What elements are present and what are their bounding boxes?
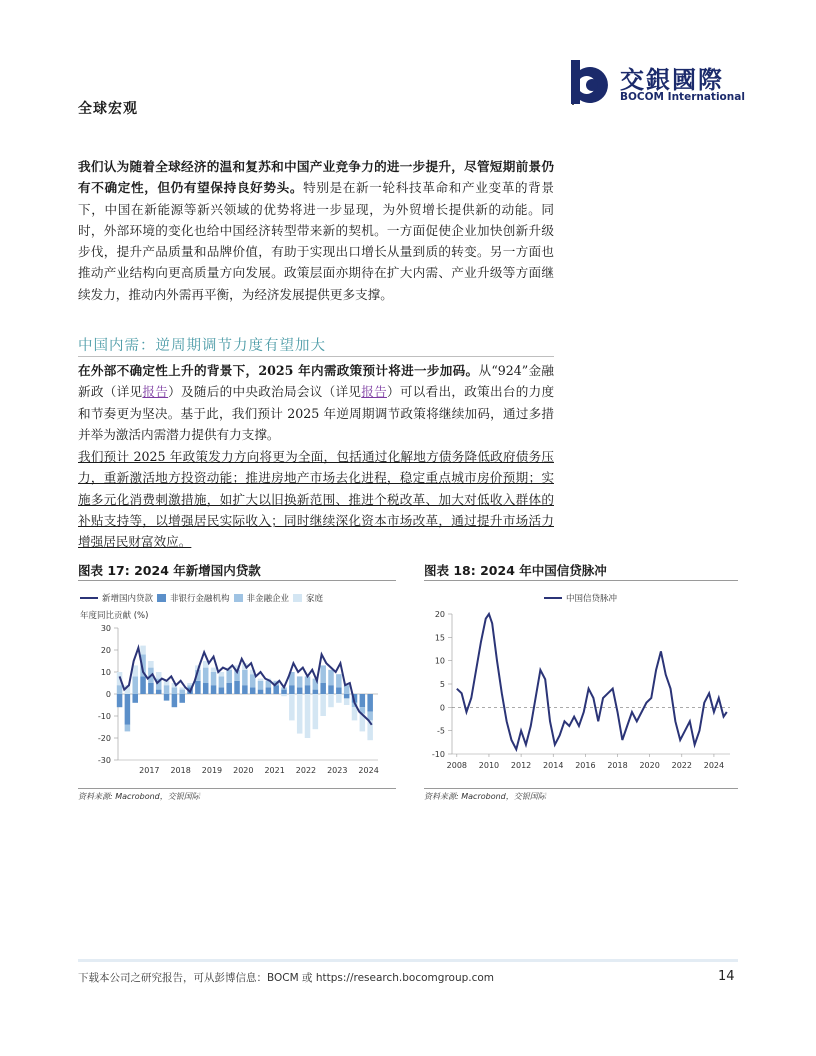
y-tick-label: 20 — [434, 610, 445, 619]
y-tick-label: -10 — [431, 750, 445, 759]
footer-text: 下载本公司之研究报告，可从彭博信息：BOCM 或 https://research.bocomgroup.com — [78, 972, 495, 984]
paragraph-direction: 我们预计 2025 年政策发力方向将更为全面，包括通过化解地方债务降低政府债务压力，重新激活地方投资动能；推进房地产市场去化进程，稳定重点城市房价预期；实施多元化消费刺激措施，如扩大以旧换新范围、推进个税改革、加大对低收入群体的补贴支持等，以增强居民实际收入；同时继续深化资本市场改革，通过提升市场活力增强居民财富效应。 — [78, 449, 554, 550]
page-number: 14 — [718, 969, 735, 984]
bar-segment — [250, 687, 256, 694]
bar-segment — [336, 687, 342, 694]
x-tick-label: 2016 — [575, 761, 596, 770]
bocom-logo — [568, 58, 748, 110]
chart17-bottom-rule — [78, 788, 396, 789]
bar-segment — [289, 685, 295, 694]
bar-segment — [211, 685, 217, 694]
paragraph-outlook-lead: 我们认为随着全球经济的温和复苏和中国产业竞争力的进一步提升，尽管短期前景仍有不确定性，但仍有望保持良好势头。 — [78, 159, 554, 196]
bar-segment — [195, 681, 201, 694]
legend-swatch-nonbank — [157, 594, 166, 602]
logo-text-cn: 交銀國際 — [620, 66, 724, 94]
y-tick-label: -5 — [437, 726, 445, 736]
x-tick-label: 2020 — [233, 766, 254, 775]
bar-segment — [172, 694, 178, 707]
bar-segment — [273, 685, 279, 694]
x-tick-label: 2024 — [358, 766, 379, 775]
x-tick-label: 2018 — [170, 766, 191, 775]
bar-segment — [297, 687, 303, 694]
legend-swatch-credit-impulse — [544, 597, 562, 599]
x-tick-label: 2023 — [327, 766, 348, 775]
x-tick-label: 2010 — [478, 761, 500, 770]
y-tick-label: 0 — [105, 690, 111, 699]
bar-segment — [242, 685, 248, 694]
bar-segment — [156, 672, 162, 679]
footer-research-link[interactable]: https://research.bocomgroup.com — [315, 972, 495, 984]
paragraph-outlook-body: 特别是在新一轮科技革命和产业变革的背景下，中国在新能源等新兴领域的优势将进一步显现，为外贸增长提供新的动能。同时，外部环境的变化也给中国经济转型带来新的契机。一方面促使企业加快创新升级步伐，提升产品质量和品牌价值，有助于实现出口增长从量到质的转变。另一方面也推动产业结构向更高质量方向发展。政策层面亦期待在扩大内需、产业升级等方面继续发力，推动内外需再平衡，为经济发展提供更多支撑。 — [78, 180, 555, 302]
chart17-source: 资料来源: Macrobond，交银国际 — [78, 792, 200, 801]
bar-segment — [281, 694, 287, 696]
chart17-legend — [80, 592, 323, 604]
x-tick-label: 2022 — [671, 761, 692, 770]
paragraph-policy-text-2: ）及随后的中央政治局会议（详见 — [168, 384, 362, 400]
bar-segment — [336, 694, 342, 703]
bar-segment — [250, 674, 256, 687]
bar-segment — [219, 687, 225, 694]
legend-label-credit-impulse: 中国信贷脉冲 — [566, 594, 618, 604]
legend-swatch-household — [293, 594, 302, 602]
y-tick-label: 0 — [439, 703, 445, 713]
bar-segment — [305, 685, 311, 694]
paragraph-policy — [78, 360, 554, 445]
legend-label-nonbank: 非银行金融机构 — [170, 594, 230, 604]
chart17-plot — [78, 620, 396, 780]
bar-segment — [148, 661, 154, 668]
bar-segment — [313, 694, 319, 729]
bar-segment — [266, 687, 272, 694]
chart18-title-rule — [424, 580, 738, 581]
bar-segment — [125, 694, 131, 725]
bar-segment — [336, 674, 342, 687]
bar-segment — [156, 690, 162, 694]
bar-segment — [219, 672, 225, 676]
chart18-source: 资料来源: Macrobond，交银国际 — [424, 792, 546, 801]
report-link-2[interactable]: 报告 — [361, 384, 387, 400]
bar-segment — [344, 698, 350, 705]
chart18-legend — [544, 592, 617, 604]
y-tick-label: 15 — [434, 633, 445, 643]
x-tick-label: 2020 — [639, 761, 660, 770]
bar-segment — [234, 681, 240, 694]
bar-segment — [352, 707, 358, 720]
chart18-bottom-rule — [424, 788, 738, 789]
bar-segment — [125, 725, 131, 732]
bar-segment — [203, 668, 209, 683]
credit-impulse-line — [457, 614, 727, 749]
logo-text-en: BOCOM International — [620, 91, 745, 103]
x-tick-label: 2017 — [139, 766, 160, 775]
bar-segment — [179, 694, 185, 703]
bar-segment — [367, 694, 373, 712]
bar-segment — [211, 672, 217, 685]
y-tick-label: -30 — [97, 756, 111, 765]
x-tick-label: 2021 — [264, 766, 285, 775]
bar-segment — [320, 694, 326, 716]
legend-label-nonfin: 非金融企业 — [246, 594, 290, 604]
paragraph-policy-lead: 在外部不确定性上升的背景下，2025 年内需政策预计将进一步加码。 — [78, 363, 479, 378]
bar-segment — [328, 670, 334, 685]
bar-segment — [140, 676, 146, 694]
y-tick-label: -10 — [97, 712, 111, 721]
bar-segment — [289, 694, 295, 720]
bar-segment — [297, 676, 303, 687]
bar-segment — [132, 676, 138, 694]
y-tick-label: 20 — [100, 646, 111, 655]
bar-segment — [320, 665, 326, 683]
bar-segment — [360, 694, 366, 707]
y-tick-label: 10 — [100, 668, 111, 677]
x-tick-label: 2019 — [201, 766, 223, 775]
x-tick-label: 2022 — [295, 766, 317, 775]
bar-segment — [258, 679, 264, 681]
bar-segment — [281, 690, 287, 694]
bar-segment — [164, 685, 170, 694]
chart18-plot — [424, 606, 738, 780]
bar-segment — [179, 690, 185, 694]
chart17-title: 图表 17: 2024 年新增国内贷款 — [78, 563, 261, 578]
bar-segment — [258, 690, 264, 694]
bar-segment — [164, 694, 170, 701]
bar-segment — [328, 685, 334, 694]
chart17-ylabel: 年度同比贡献 (%) — [80, 611, 149, 621]
bar-segment — [117, 685, 123, 694]
bar-segment — [219, 676, 225, 687]
y-tick-label: 5 — [439, 680, 445, 689]
bar-segment — [179, 687, 185, 689]
y-tick-label: -20 — [97, 734, 111, 743]
section-divider — [78, 356, 554, 357]
bar-segment — [148, 683, 154, 694]
bar-segment — [297, 694, 303, 734]
paragraph-policy-text-3: ）可以看出，政策出台的力度和节奏更为坚决。基于此，我们预计 2025 年逆周期调节政策将继续加码，通过多措并举为激活内需潜力提供有力支撑。 — [78, 384, 555, 442]
paragraph-policy-text-1: 从“924”金融新政（详见 — [78, 363, 554, 400]
legend-label-household: 家庭 — [306, 594, 324, 604]
bar-segment — [320, 683, 326, 694]
bar-segment — [140, 646, 146, 655]
section-heading: 中国内需：逆周期调节力度有望加大 — [78, 338, 326, 354]
bar-segment — [203, 683, 209, 694]
bar-segment — [226, 683, 232, 694]
bocom-logo-icon — [568, 58, 616, 106]
bar-segment — [344, 685, 350, 694]
legend-swatch-nonfin — [234, 594, 243, 602]
bar-segment — [242, 670, 248, 685]
section-label: 全球宏观 — [78, 101, 138, 117]
y-tick-label: 30 — [100, 624, 111, 633]
bar-segment — [117, 694, 123, 707]
y-tick-label: 10 — [434, 656, 445, 666]
bar-segment — [328, 694, 334, 707]
legend-swatch-loans — [80, 597, 98, 599]
bar-segment — [172, 687, 178, 694]
x-tick-label: 2018 — [607, 761, 628, 770]
x-tick-label: 2012 — [510, 761, 532, 770]
x-tick-label: 2024 — [703, 761, 725, 770]
bar-segment — [226, 670, 232, 683]
x-tick-label: 2014 — [543, 761, 564, 770]
report-link-1[interactable]: 报告 — [142, 384, 169, 400]
bar-segment — [344, 694, 350, 698]
bar-segment — [211, 668, 217, 672]
legend-label-loans: 新增国内贷款 — [102, 594, 154, 604]
chart18-title: 图表 18: 2024 年中国信贷脉冲 — [424, 563, 607, 578]
x-tick-label: 2008 — [446, 761, 468, 770]
bar-segment — [313, 690, 319, 694]
bar-segment — [305, 694, 311, 738]
bar-segment — [132, 694, 138, 703]
footer-rule — [78, 959, 738, 962]
paragraph-outlook — [78, 156, 554, 305]
chart17-title-rule — [78, 580, 396, 581]
bar-segment — [258, 681, 264, 690]
